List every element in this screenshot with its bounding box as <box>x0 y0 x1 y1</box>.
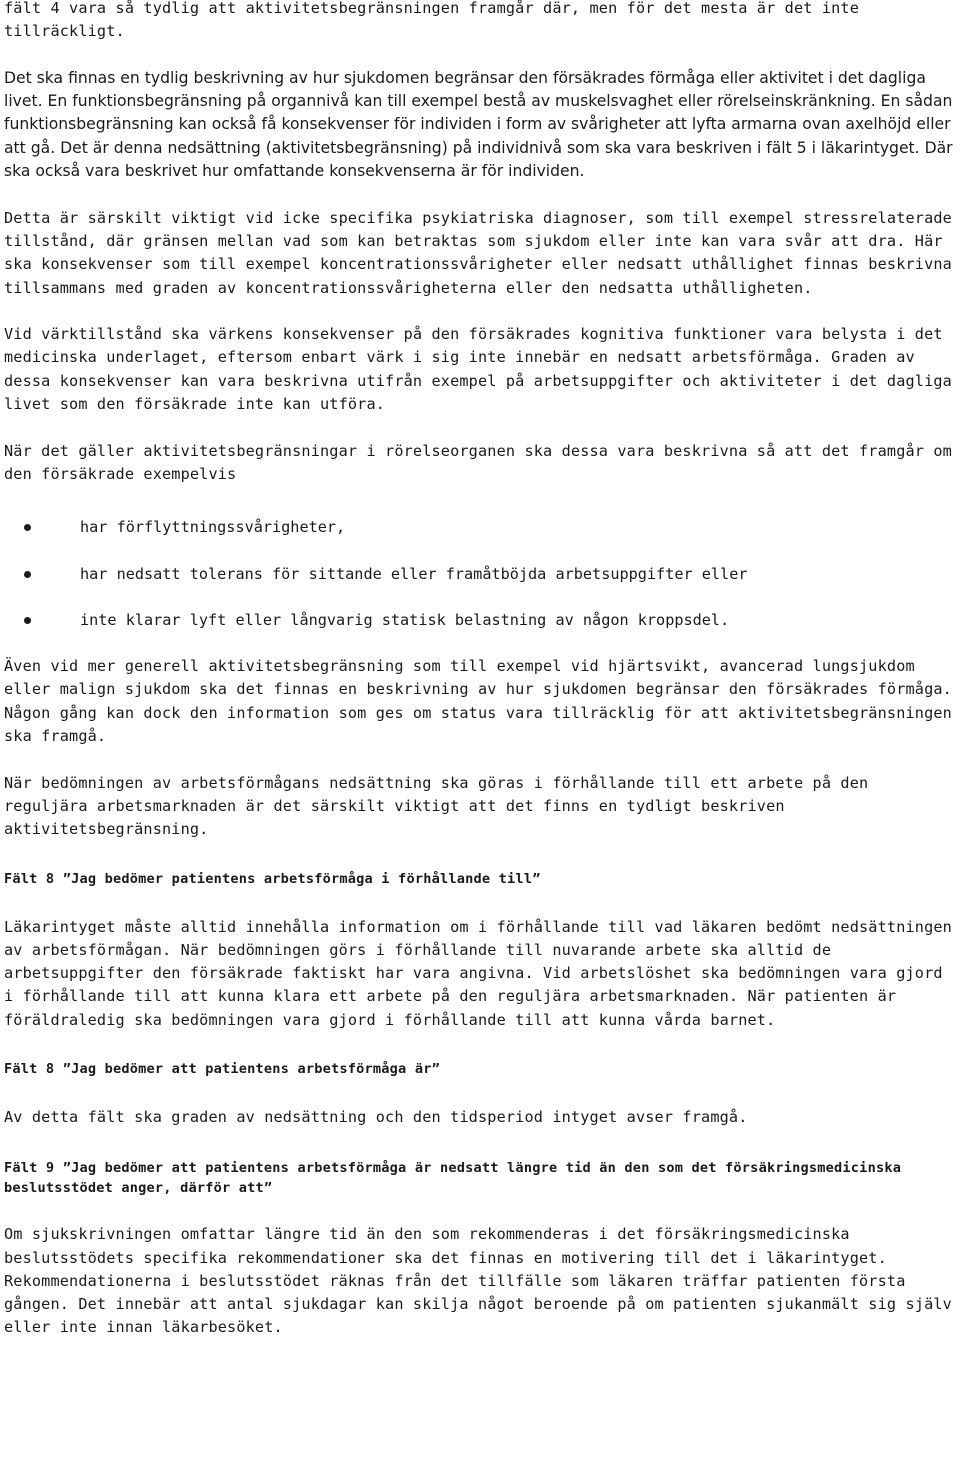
section-heading-field-9: Fält 9 ”Jag bedömer att patientens arbetsförmåga är nedsatt längre tid än den som det försäkringsmedicinska beslutsstödet anger, därför att” <box>4 1160 902 1197</box>
list-item <box>4 563 958 586</box>
paragraph-certificate-requirements: Läkarintyget måste alltid innehålla information om i förhållande till vad läkaren bedömt nedsättningen av arbetsförmågan. När bedömningen görs i förhållande till nuvarande arbete ska alltid de arbetsuppgifter den försäkrade faktiskt har vara angivna. Vid arbetslöshet ska bedömningen vara gjord i förhållande till att kunna klara ett arbete på den reguljära arbetsmarknaden. När patienten är föräldraledig ska bedömningen vara gjord i förhållande till att kunna vårda barnet. <box>4 917 952 1029</box>
list-item-text: har förflyttningssvårigheter, <box>80 518 346 537</box>
list-item-text: inte klarar lyft eller långvarig statisk belastning av någon kroppsdel. <box>80 610 730 629</box>
paragraph-degree-and-period: Av detta fält ska graden av nedsättning och den tidsperiod intyget avser framgå. <box>4 1107 748 1126</box>
list-item-text: har nedsatt tolerans för sittande eller framåtböjda arbetsuppgifter eller <box>80 564 748 583</box>
paragraph-activity-description: Det ska finnas en tydlig beskrivning av hur sjukdomen begränsar den försäkrades förmåga eller aktivitet i det dagliga livet. En funktionsbegränsning på organnivå kan till exempel bestå av muskelsvaghet eller rörelseinskränkning. En sådan funktionsbegränsning kan också få konsekvenser för individen i form av svårigheter att lyfta armarna ovan axelhöjd eller att gå. Det är denna nedsättning (aktivitetsbegränsning) på individnivå som ska vara beskriven i fält 5 i läkarintyget. Där ska också vara beskrivet hur omfattande konsekvenserna är för individen. <box>4 68 953 181</box>
movement-limitations-list <box>4 516 958 632</box>
list-item <box>4 516 958 539</box>
paragraph-movement-organs: När det gäller aktivitetsbegränsningar i rörelseorganen ska dessa vara beskrivna så att det framgår om den försäkrade exempelvis <box>4 441 952 483</box>
bullet-icon <box>24 571 31 578</box>
paragraph-labour-market: När bedömningen av arbetsförmågans nedsättning ska göras i förhållande till ett arbete på den reguljära arbetsmarknaden är det särskilt viktigt att det finns en tydligt beskriven aktivitetsbegränsning. <box>4 773 869 839</box>
paragraph-longer-sick-leave: Om sjukskrivningen omfattar längre tid än den som rekommenderas i det försäkringsmedicinska beslutsstödets specifika rekommendationer ska det finnas en motivering till det i läkarintyget. Rekommendationerna i beslutsstödet räknas från det tillfälle som läkaren träffar patienten första gången. Det innebär att antal sjukdagar kan skilja något beroende på om patienten sjukanmält sig själv eller inte innan läkarbesöket. <box>4 1225 952 1337</box>
paragraph-general-limitation: Även vid mer generell aktivitetsbegränsning som till exempel vid hjärtsvikt, avancerad lungsjukdom eller malign sjukdom ska det finnas en beskrivning av hur sjukdomen begränsar den försäkrades förmåga. Någon gång kan dock den information som ges om status vara tillräcklig för att aktivitetsbegränsningen ska framgå. <box>4 657 952 746</box>
section-heading-field-8-degree: Fält 8 ”Jag bedömer att patientens arbetsförmåga är” <box>4 1060 440 1077</box>
paragraph-pain-conditions: Vid värktillstånd ska värkens konsekvenser på den försäkrades kognitiva funktioner vara belysta i det medicinska underlaget, eftersom enbart värk i sig inte innebär en nedsatt arbetsförmåga. Graden av dessa konsekvenser kan vara beskrivna utifrån exempel på arbetsuppgifter och aktiviteter i det dagliga livet som den försäkrade inte kan utföra. <box>4 325 952 414</box>
paragraph-psychiatric-diagnoses: Detta är särskilt viktigt vid icke specifika psykiatriska diagnoser, som till exempel stressrelaterade tillstånd, där gränsen mellan vad som kan betraktas som sjukdom eller inte kan vara svår att dra. Här ska konsekvenser som till exempel koncentrationssvårigheter eller nedsatt uthållighet finnas beskrivna tillsammans med graden av koncentrationssvårigheterna eller den nedsatta uthålligheten. <box>4 208 952 297</box>
list-item <box>4 609 958 632</box>
section-heading-field-8-relation: Fält 8 ”Jag bedömer patientens arbetsförmåga i förhållande till” <box>4 870 541 887</box>
bullet-icon <box>24 617 31 624</box>
bullet-icon <box>24 524 31 531</box>
document-page <box>4 0 958 1340</box>
paragraph-intro-continuation: fält 4 vara så tydlig att aktivitetsbegränsningen framgår där, men för det mesta är det inte tillräckligt. <box>4 0 860 41</box>
